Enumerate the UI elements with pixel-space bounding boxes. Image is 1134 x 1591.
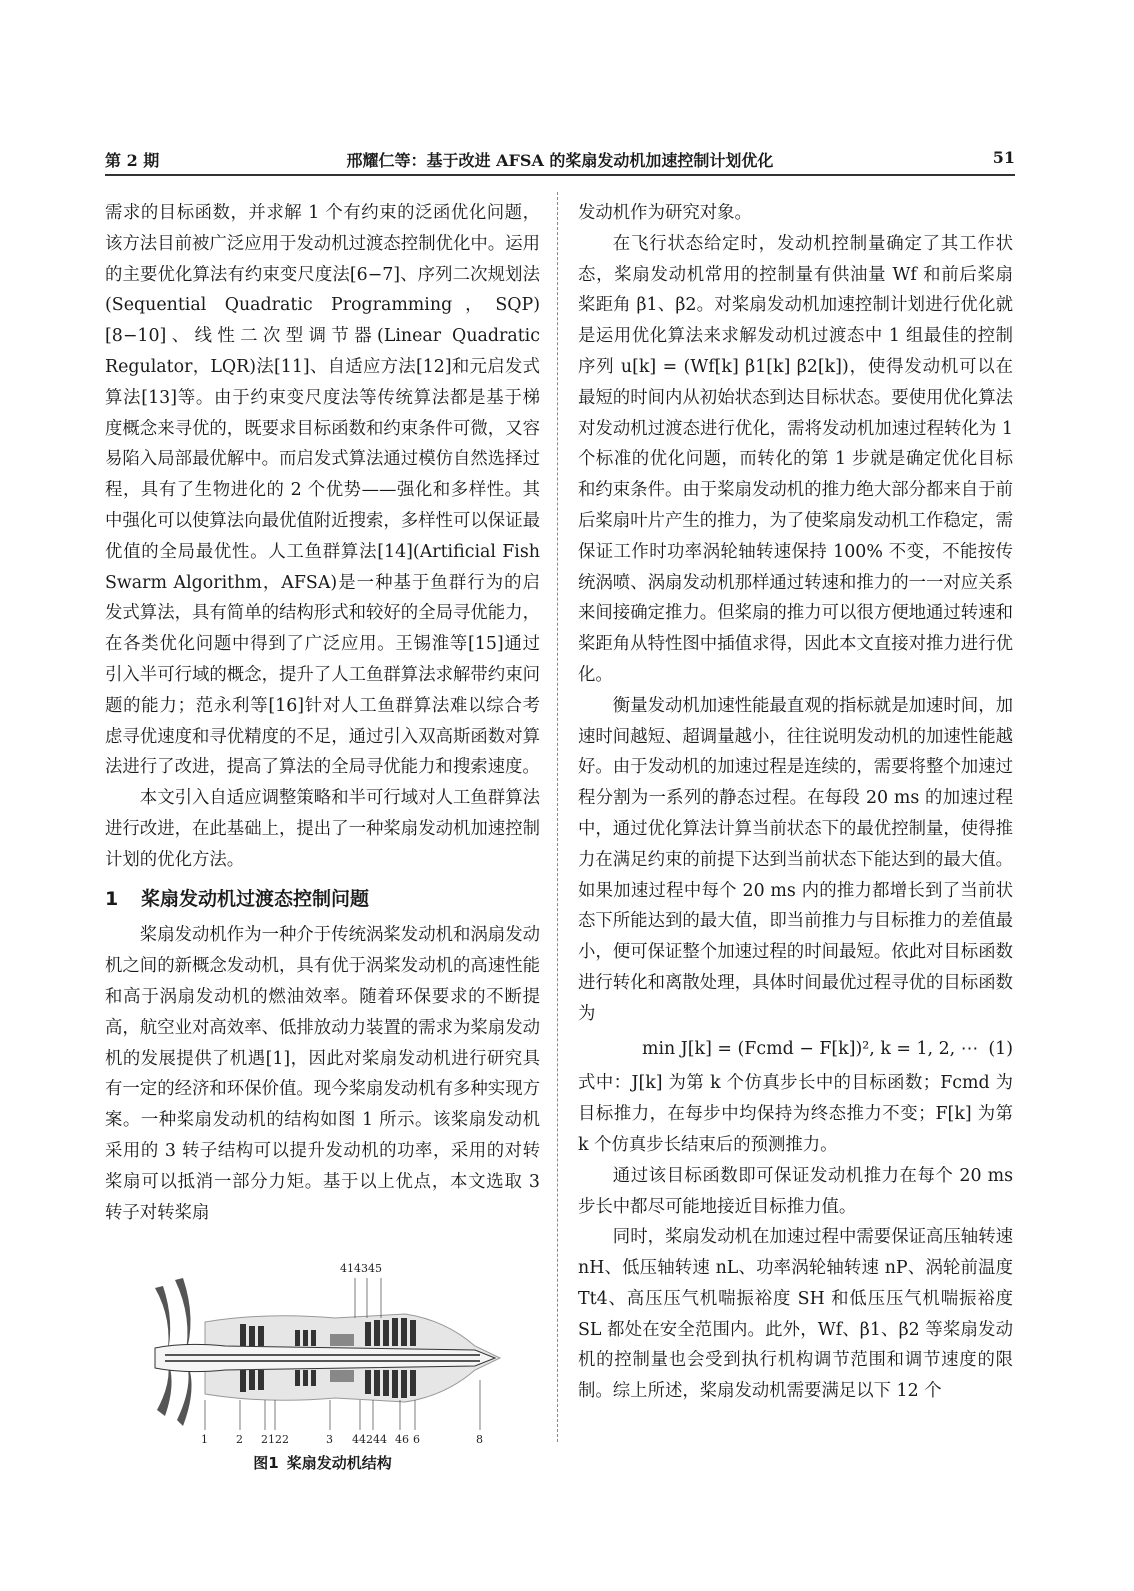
paragraph: 桨扇发动机作为一种介于传统涡桨发动机和涡扇发动机之间的新概念发动机，具有优于涡桨发动机的高速性能和高于涡扇发动机的燃油效率。随着环保要求的不断提高，航空业对高效率、低排放动力装置的需求为桨扇发动机的发展提供了机遇[1]，因此对桨扇发动机进行研究具有一定的经济和环保价值。现今桨扇发动机有多种实现方案。一种桨扇发动机的结构如图 1 所示。该桨扇发动机采用的 3 转子结构可以提升发动机的功率，采用的对转桨扇可以抵消一部分力矩。基于以上优点，本文选取 3 转子对转桨扇 [105, 925, 540, 1223]
page-number: 51 [992, 148, 1015, 167]
engine-diagram [145, 1260, 510, 1450]
right-column [578, 198, 1013, 1407]
paragraph: 在飞行状态给定时，发动机控制量确定了其工作状态，桨扇发动机常用的控制量有供油量 Wf 和前后桨扇桨距角 β1、β2。对桨扇发动机加速控制计划进行优化就是运用优化算法来求解发动机过渡态中 1 组最佳的控制序列 u[k] = (Wf[k] β1[k] β2[k])，使得发动机可以在最短的时间内从初始状态到达目标状态。要使用优化算法对发动机过渡态进行优化，需将发动机加速过程转化为 1 个标准的优化问题，而转化的第 1 步就是确定优化目标和约束条件。由于桨扇发动机的推力绝大部分都来自于前后桨扇叶片产生的推力，为了使桨扇发动机工作稳定，需保证工作时功率涡轮轴转速保持 100% 不变，不能按传统涡喷、涡扇发动机那样通过转速和推力的一一对应关系来间接确定推力。但桨扇的推力可以很方便地通过转速和桨距角从特性图中插值求得，因此本文直接对推力进行优化。 [578, 233, 1013, 685]
column-divider [557, 192, 558, 1442]
header-rule [105, 174, 1015, 176]
paragraph: 同时，桨扇发动机在加速过程中需要保证高压轴转速 nH、低压轴转速 nL、功率涡轮轴转速 nP、涡轮前温度 Tt4、高压压气机喘振裕度 SH 和低压压气机喘振裕度 SL 都处在安全范围内。此外，Wf、β1、β2 等桨扇发动机的控制量也会受到执行机构调节范围和调节速度的限制。综上所述，桨扇发动机需要满足以下 12 个 [578, 1227, 1013, 1402]
figure-caption-text: 桨扇发动机结构 [286, 1454, 392, 1472]
running-title: 邢耀仁等：基于改进 AFSA 的桨扇发动机加速控制计划优化 [346, 151, 774, 170]
station-label: 2 [236, 1433, 243, 1446]
station-label: 6 [413, 1433, 420, 1446]
station-label: 1 [201, 1433, 208, 1446]
station-label: 2122 [261, 1433, 289, 1446]
paragraph: 本文引入自适应调整策略和半可行域对人工鱼群算法进行改进，在此基础上，提出了一种桨扇发动机加速控制计划的优化方法。 [105, 788, 540, 870]
paragraph: 发动机作为研究对象。 [578, 203, 752, 223]
paragraph: 式中：J[k] 为第 k 个仿真步长中的目标函数；Fcmd 为目标推力，在每步中均保持为终态推力不变；F[k] 为第 k 个仿真步长结束后的预测推力。 [578, 1073, 1013, 1155]
station-label: 8 [476, 1433, 483, 1446]
equation-body: min J[k] = (Fcmd − F[k])², k = 1, 2, ⋯ [642, 1038, 979, 1059]
section-heading [105, 884, 540, 915]
paragraph: 需求的目标函数，并求解 1 个有约束的泛函优化问题，该方法目前被广泛应用于发动机过渡态控制优化中。运用的主要优化算法有约束变尺度法[6−7]、序列二次规划法(Sequential Quadratic Programming，SQP)[8−10]、线性二次型调节器(Linear Quadratic Regulator，LQR)法[11]、自适应方法[12]和元启发式算法[13]等。由于约束变尺度法等传统算法都是基于梯度概念来寻优的，既要求目标函数和约束条件可微，又容易陷入局部最优解中。而启发式算法通过模仿自然选择过程，具有了生物进化的 2 个优势——强化和多样性。其中强化可以使算法向最优值附近搜索，多样性可以保证最优值的全局最优性。人工鱼群算法[14](Artificial Fish Swarm Algorithm，AFSA)是一种基于鱼群行为的启发式算法，具有简单的结构形式和较好的全局寻优能力，在各类优化问题中得到了广泛应用。王锡淮等[15]通过引入半可行域的概念，提升了人工鱼群算法求解带约束问题的能力；范永利等[16]针对人工鱼群算法难以综合考虑寻优速度和寻优精度的不足，通过引入双高斯函数对算法进行了改进，提高了算法的全局寻优能力和搜索速度。 [105, 203, 540, 778]
station-label: 44244 [352, 1433, 387, 1446]
figure-caption [105, 1452, 540, 1473]
running-header [105, 140, 1015, 170]
station-label: 3 [326, 1433, 333, 1446]
station-labels [201, 1433, 483, 1446]
section-number: 1 [105, 887, 119, 910]
figure-number: 图1 [253, 1454, 279, 1472]
equation-number: (1) [988, 1038, 1013, 1059]
paragraph: 衡量发动机加速性能最直观的指标就是加速时间，加速时间越短、超调量越小，往往说明发动机的加速性能越好。由于发动机的加速过程是连续的，需要将整个加速过程分割为一系列的静态过程。在每段 20 ms 的加速过程中，通过优化算法计算当前状态下的最优控制量，使得推力在满足约束的前提下达到当前状态下能达到的最大值。如果加速过程中每个 20 ms 内的推力都增长到了当前状态下所能达到的最大值，即当前推力与目标推力的差值最小，便可保证整个加速过程的时间最短。依此对目标函数进行转化和离散处理，具体时间最优过程寻优的目标函数为 [578, 695, 1013, 1024]
station-label: 46 [395, 1433, 409, 1446]
engine-structure-figure [145, 1260, 510, 1460]
figure-top-labels: 414345 [340, 1262, 382, 1275]
equation-1 [578, 1030, 1013, 1069]
section-title: 桨扇发动机过渡态控制问题 [141, 887, 370, 910]
paragraph: 通过该目标函数即可保证发动机推力在每个 20 ms 步长中都尽可能地接近目标推力值。 [578, 1165, 1013, 1217]
combustor [330, 1334, 354, 1346]
issue-number: 第 2 期 [105, 151, 160, 170]
left-column [105, 198, 540, 1228]
